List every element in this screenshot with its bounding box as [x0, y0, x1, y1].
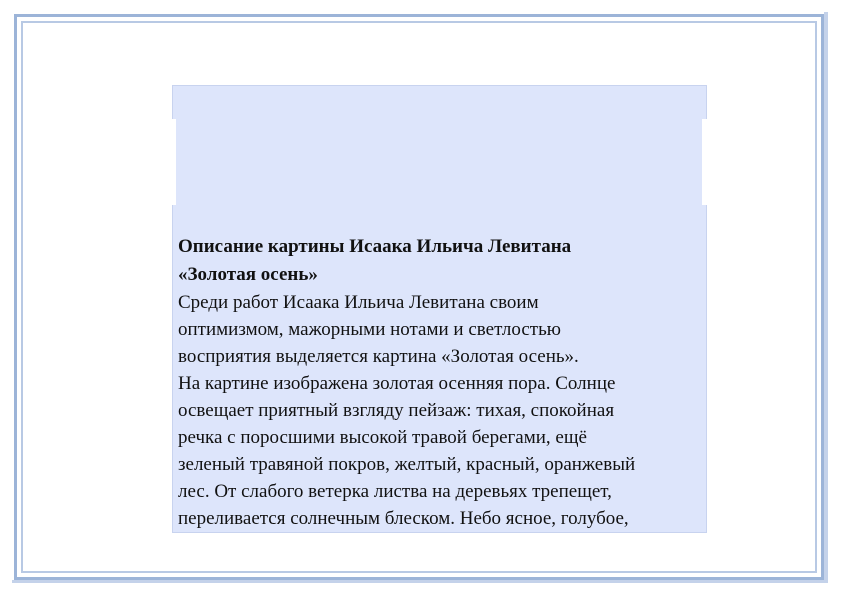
text-line: восприятия выделяется картина «Золотая осень». [178, 346, 579, 367]
text-line: лес. От слабого ветерка листва на деревьях трепещет, [178, 481, 612, 502]
slide-frame-shadow [824, 12, 828, 582]
slide-frame-shadow [12, 580, 828, 583]
text-box-notch [702, 119, 707, 205]
text-box-edge [702, 205, 707, 232]
title-line: Описание картины Исаака Ильича Левитана [178, 236, 572, 257]
text-line: речка с поросшими высокой травой берегами, ещё [178, 427, 587, 448]
text-line: переливается солнечным блеском. Небо ясное, голубое, [178, 508, 629, 529]
text-line: На картине изображена золотая осенняя пора. Солнце [178, 373, 616, 394]
text-line: освещает приятный взгляду пейзаж: тихая, спокойная [178, 400, 615, 421]
document-content [178, 233, 702, 532]
paragraph [178, 370, 702, 532]
title-line: «Золотая осень» [178, 264, 318, 285]
text-line: зеленый травяной покров, желтый, красный, оранжевый [178, 454, 636, 475]
text-line: Среди работ Исаака Ильича Левитана своим [178, 292, 539, 313]
paragraph [178, 289, 702, 370]
text-box-edge [172, 205, 176, 232]
text-box-notch [172, 119, 176, 205]
text-line: оптимизмом, мажорными нотами и светлостью [178, 319, 561, 340]
document-title [178, 233, 702, 289]
